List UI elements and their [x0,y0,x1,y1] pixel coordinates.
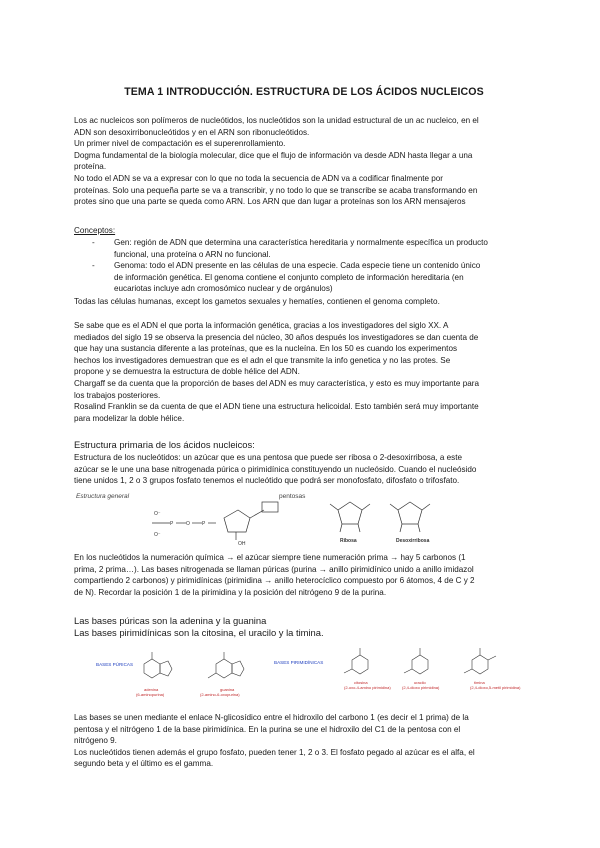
text-line: de información genética. El genoma contiene el conjunto completo de información hereditaria (en [114,272,464,282]
svg-text:O: O [186,521,190,527]
text-line: ADN son desoxirribonucleótidos y en el ARN son ribonucleótidos. [74,127,310,137]
uracil-drawing [404,648,428,674]
general-nucleotide-drawing [152,502,278,547]
adenine-name: adenina [144,687,159,692]
guanine-drawing [208,652,244,678]
text-line: Rosalind Franklin se da cuenta de que el ADN tiene una estructura helicoidal. Esto también será muy importante [74,402,479,412]
bond-paragraph [74,712,534,770]
concepts-after: Todas las células humanas, except los gametos sexuales y hematíes, contienen el genoma completo. [74,297,440,306]
text-line: eucariotas incluye adn cromosómico nuclear y de orgánulos) [114,284,333,294]
guanine-name: guanina [220,687,235,692]
text-line: Estructura de los nucleótidos: un azúcar que es una pentosa que puede ser ribosa o 2-desoxirribosa, a este [74,453,462,462]
svg-text:O⁻: O⁻ [154,511,161,517]
bullet-dash: - [92,261,95,271]
text-line: pentosa y el nitrógeno 1 de la base pirimidínica. En la purina se une el hidroxilo del C1 de la pentosa con el [74,724,461,734]
text-line: proteínas. Solo una pequeña parte se va a transcribir, y no todo lo que se transcribe se acaba transformando en [74,185,478,195]
text-line: de N). Recordar la posición 1 de la pirimidina y la posición del nitrógeno 9 de la purina. [74,587,387,597]
svg-text:O⁻: O⁻ [154,532,161,538]
text-line: Las bases se unen mediante el enlace N-glicosídico entre el hidroxilo del carbono 1 (es decir el 1 prima) de la [74,713,469,722]
text-line: No todo el ADN se va a expresar con lo que no toda la secuencia de ADN va a codificar finalmente por [74,173,443,183]
deoxyribose-drawing [390,502,430,532]
bullet-dash: - [92,238,95,247]
text-line: Dogma fundamental de la biología molecular, dice que el flujo de información va desde ADN hasta llegar a una [74,150,473,160]
ribose-label: Ribosa [340,538,357,544]
text-line: tiene unidos 1, 2 o 3 grupos fosfato tenemos el nucleótido que podrá ser monofosfato, difosfato o trifosfato. [74,476,460,486]
text-line: funcional, una proteína o ARN no funcional. [114,249,271,259]
intro-paragraph [74,115,534,208]
text-line: para modelizar la doble hélice. [74,413,185,423]
text-line: hechos los investigadores demuestran que es el adn el que transmite la info genetica y no las protes. Se [74,355,451,365]
thymine-name: timina [474,680,485,685]
figure-label-pentoses: pentosas [279,493,306,500]
svg-text:P: P [202,521,206,527]
cytosine-drawing [344,648,368,674]
bases-paragraph [74,615,534,639]
uracil-subtitle: (2,4-dioxo pirimidina) [402,685,440,690]
text-line: Las bases pirimidínicas son la citosina, el uracilo y la timina. [74,627,324,638]
primary-heading: Estructura primaria de los ácidos nucleicos: [74,439,255,450]
cytosine-subtitle: (2-oxo-4-amino pirimidina) [344,685,391,690]
text-line: que hay una sustancia diferente a las proteínas, que es la nucleína. En los 50 es cuando los experimentos [74,344,458,354]
guanine-subtitle: (2-amino-6-oxopurina) [200,692,240,697]
nucleotide-structure-figure [74,488,534,550]
thymine-drawing [464,648,496,674]
text-line: Los nucleótidos tienen además el grupo fosfato, pueden tener 1, 2 o 3. El fosfato pegado al azúcar es el alfa, el [74,747,475,757]
nitrogenous-bases-figure [74,642,534,704]
ribose-drawing [330,502,370,532]
cytosine-name: citosina [354,680,368,685]
primary-paragraph [74,452,534,487]
text-line: En los nucleótidos la numeración química → el azúcar siempre tiene numeración prima → hay 5 carbonos (1 [74,553,466,562]
text-line: prima, 2 prima…). Las bases nitrogenada se llaman púricas (purina → anillo pirimidínico unido a anillo imidazol [74,564,474,574]
text-line: segundo beta y el último es el gamma. [74,759,214,769]
concepts-heading: Conceptos: [74,226,116,235]
text-line: Los ac nucleicos son polímeros de nucleótidos, los nucleótidos son la unidad estructural de un ac nucleico, en el [74,116,479,125]
list-item [92,237,534,260]
text-line: Las bases púricas son la adenina y la guanina [74,615,267,626]
text-line: nitrógeno 9. [74,736,117,746]
thymine-subtitle: (2,4-dioxo,5-metil pirimidina) [470,685,521,690]
adenine-drawing [144,652,172,678]
deoxyribose-label: Desoxirribosa [396,538,430,544]
adenine-subtitle: (6-aminopurina) [136,692,165,697]
text-line: Genoma: todo el ADN presente en las células de una especie. Cada especie tiene un contenido único [114,261,481,271]
text-line: Gen: región de ADN que determina una característica hereditaria y normalmente específica un producto [114,238,488,247]
text-line: azúcar se le une una base nitrogenada púrica o pirimidínica constituyendo un nucleósido. Cuando el nucleósido [74,464,477,474]
text-line: Un primer nivel de compactación es el superenrollamiento. [74,139,286,149]
text-line: protes sino que una parte se queda como ARN. Los ARN que dan lugar a proteínas son los ARN mensajeros [74,197,466,207]
numbering-paragraph [74,552,534,598]
figure-label-general: Estructura general [76,493,130,500]
list-item [92,260,534,295]
svg-text:P: P [170,521,174,527]
text-line: propone y se demuestra la estructura de doble hélice del ADN. [74,367,300,377]
concepts-list [74,237,534,295]
text-line: compartiendo 2 carbonos) y pirimidínicas (pirimidina → anillo heterocíclico compuesto por 6 átomos, 4 de C y 2 [74,576,475,586]
svg-text:OH: OH [238,541,246,547]
history-paragraph [74,320,534,424]
text-line: mediados del siglo 19 se observa la presencia del núcleo, 30 años después los investigadores se dan cuenta de [74,332,479,342]
text-line: proteína. [74,162,107,172]
text-line: los trabajos posteriores. [74,390,161,400]
document-title: TEMA 1 INTRODUCCIÓN. ESTRUCTURA DE LOS ÁCIDOS NUCLEICOS [124,86,484,98]
text-line: Se sabe que es el ADN el que porta la información genética, gracias a los investigadores del siglo XX. A [74,321,449,330]
pyrimidine-bases-label: BASES PIRIMIDÍNICAS [274,660,324,665]
text-line: Chargaff se da cuenta que la proporción de bases del ADN es muy característica, y esto es muy importante para [74,378,479,388]
uracil-name: uracilo [414,680,426,685]
purine-bases-label: BASES PÚRICAS [96,662,134,667]
